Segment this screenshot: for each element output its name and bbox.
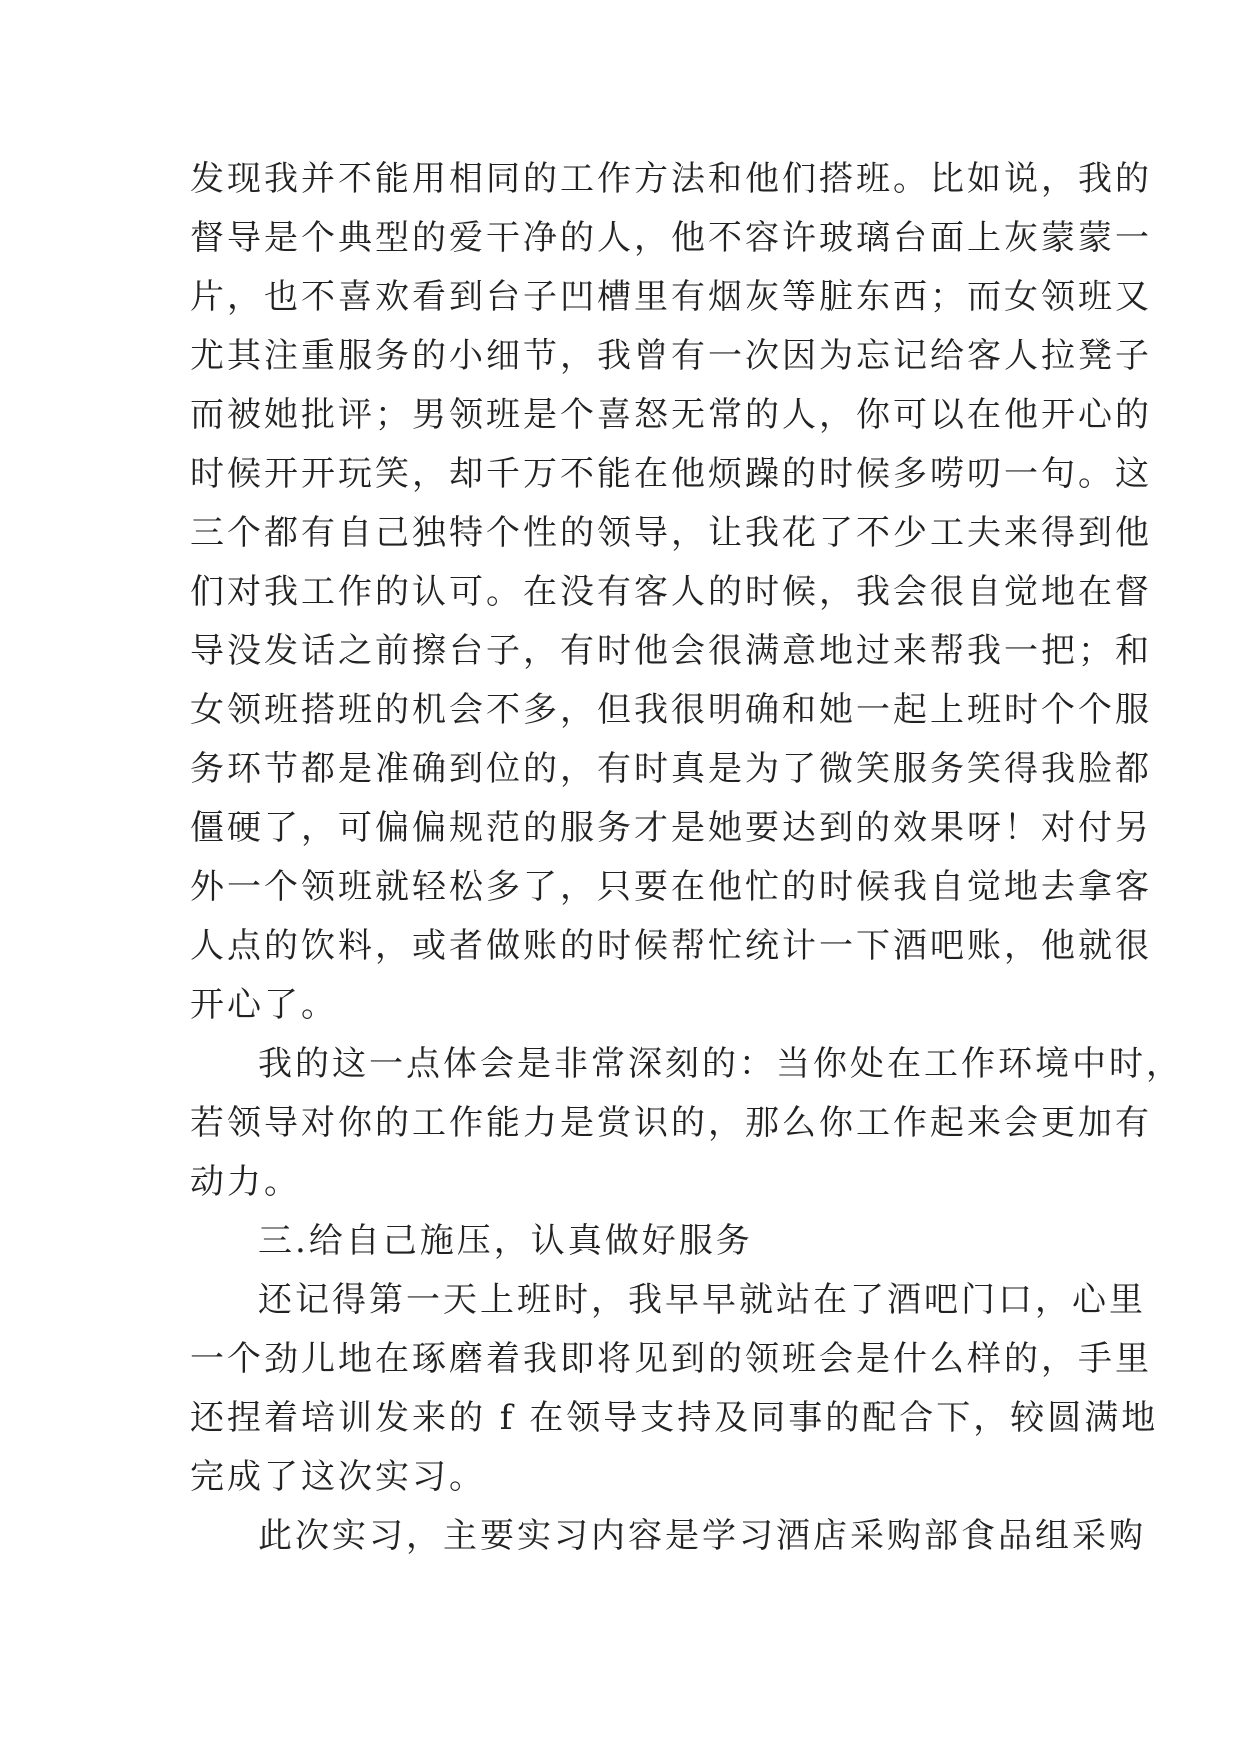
document-body — [190, 150, 1183, 1566]
text-line: 发现我并不能用相同的工作方法和他们搭班。比如说，我的 — [190, 159, 1152, 199]
text-line: 尤其注重服务的小细节，我曾有一次因为忘记给客人拉凳子 — [190, 336, 1152, 376]
text-line: 三.给自己施压，认真做好服务 — [258, 1221, 753, 1261]
text-line: 我的这一点体会是非常深刻的：当你处在工作环境中时， — [258, 1044, 1183, 1084]
text-line: 导没发话之前擦台子，有时他会很满意地过来帮我一把；和 — [190, 631, 1152, 671]
text-line: 女领班搭班的机会不多，但我很明确和她一起上班时个个服 — [190, 690, 1152, 730]
text-line: 们对我工作的认可。在没有客人的时候，我会很自觉地在督 — [190, 572, 1152, 612]
text-line: 开心了。 — [190, 985, 338, 1025]
text-line: 督导是个典型的爱干净的人，他不容许玻璃台面上灰蒙蒙一 — [190, 218, 1152, 258]
paragraph — [190, 1035, 1183, 1212]
text-line: 务环节都是准确到位的，有时真是为了微笑服务笑得我脸都 — [190, 749, 1152, 789]
text-line: 人点的饮料，或者做账的时候帮忙统计一下酒吧账，他就很 — [190, 926, 1152, 966]
text-line: 还记得第一天上班时，我早早就站在了酒吧门口，心里 — [258, 1280, 1146, 1320]
text-line: 此次实习，主要实习内容是学习酒店采购部食品组采购 — [258, 1516, 1146, 1556]
paragraph — [190, 1212, 1070, 1271]
text-line: 外一个领班就轻松多了，只要在他忙的时候我自觉地去拿客 — [190, 867, 1152, 907]
text-line: 还捏着培训发来的 f 在领导支持及同事的配合下，较圆满地 — [190, 1398, 1159, 1438]
text-line: 片，也不喜欢看到台子凹槽里有烟灰等脏东西；而女领班又 — [190, 277, 1152, 317]
text-line: 而被她批评；男领班是个喜怒无常的人，你可以在他开心的 — [190, 395, 1152, 435]
text-line: 完成了这次实习。 — [190, 1457, 486, 1497]
text-line: 动力。 — [190, 1162, 301, 1202]
text-line: 若领导对你的工作能力是赏识的，那么你工作起来会更加有 — [190, 1103, 1152, 1143]
text-line: 一个劲儿地在琢磨着我即将见到的领班会是什么样的，手里 — [190, 1339, 1152, 1379]
text-line: 三个都有自己独特个性的领导，让我花了不少工夫来得到他 — [190, 513, 1152, 553]
paragraph — [190, 150, 1152, 1035]
text-line: 僵硬了，可偏偏规范的服务才是她要达到的效果呀！对付另 — [190, 808, 1152, 848]
text-line: 时候开开玩笑，却千万不能在他烦躁的时候多唠叨一句。这 — [190, 454, 1152, 494]
paragraph — [190, 1271, 1159, 1507]
paragraph — [190, 1507, 1146, 1566]
